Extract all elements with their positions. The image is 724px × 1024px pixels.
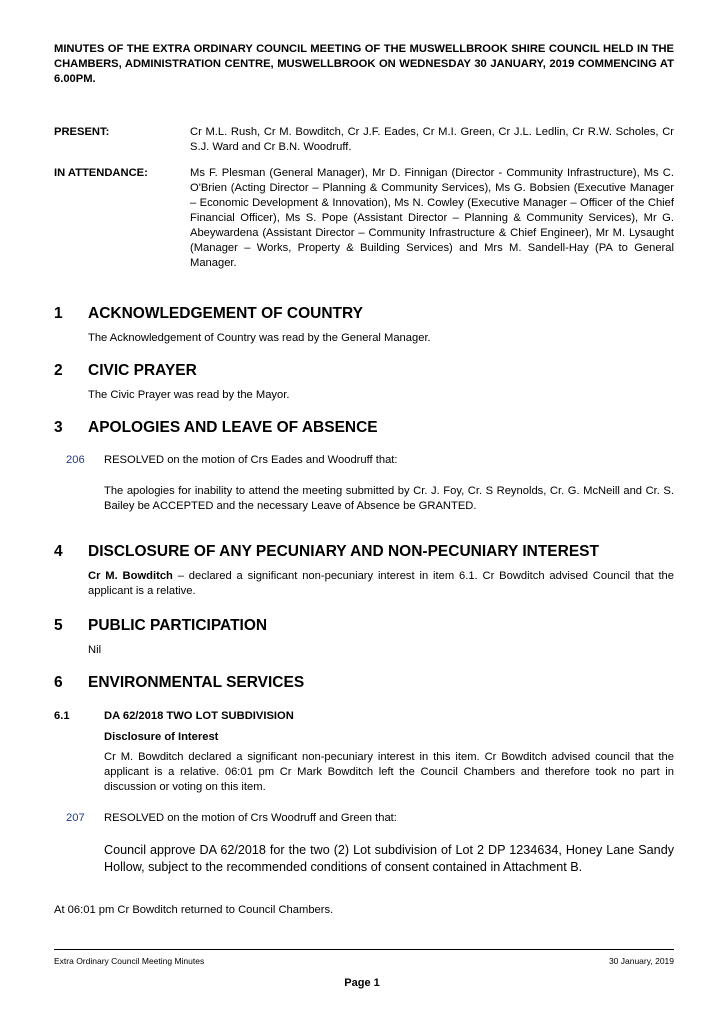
return-note: At 06:01 pm Cr Bowditch returned to Council Chambers. (54, 904, 334, 916)
footer-divider (54, 949, 674, 950)
section-4-number: 4 (54, 543, 63, 560)
section-1-number: 1 (54, 305, 63, 322)
section-3-number: 3 (54, 419, 63, 436)
section-5-heading: PUBLIC PARTICIPATION (88, 617, 268, 634)
disclosure-text: Cr M. Bowditch declared a significant non-pecuniary interest in this item. Cr Bowditch advised council that the applicant is a relative. 06:01 pm Cr Mark Bowditch left the Council Chambers and therefore took no part in discussion or voting on this item. (104, 751, 674, 793)
section-6-heading: ENVIRONMENTAL SERVICES (88, 674, 305, 691)
section-4-heading: DISCLOSURE OF ANY PECUNIARY AND NON-PECUNIARY INTEREST (88, 543, 599, 560)
resolution-206-number: 206 (66, 454, 85, 466)
page-number: Page 1 (344, 977, 380, 989)
resolution-207-number: 207 (66, 812, 85, 824)
resolution-207-motion: RESOLVED on the motion of Crs Woodruff and Green that: (104, 812, 397, 824)
section-2-text: The Civic Prayer was read by the Mayor. (88, 389, 290, 401)
section-5-text: Nil (88, 644, 102, 656)
section-1-text: The Acknowledgement of Country was read by the General Manager. (88, 332, 431, 344)
item-6-1-number: 6.1 (54, 710, 70, 722)
section-5-number: 5 (54, 617, 63, 634)
disclosure-heading: Disclosure of Interest (104, 731, 219, 743)
document-title: MINUTES OF THE EXTRA ORDINARY COUNCIL MEETING OF THE MUSWELLBROOK SHIRE COUNCIL HELD IN THE CHAMBERS, ADMINISTRATION CENTRE, MUSWELLBROOK ON WEDNESDAY 30 JANUARY, 2019 COMMENCING AT 6.00PM. (54, 43, 674, 86)
present-label: PRESENT: (54, 126, 110, 138)
section-4-text (88, 569, 674, 599)
resolution-206-motion: RESOLVED on the motion of Crs Eades and Woodruff that: (104, 454, 398, 466)
present-text: Cr M.L. Rush, Cr M. Bowditch, Cr J.F. Eades, Cr M.I. Green, Cr J.L. Ledlin, Cr R.W. Scholes, Cr S.J. Ward and Cr B.N. Woodruff. (190, 126, 674, 153)
declaration-text: – declared a significant non-pecuniary interest in item 6.1. Cr Bowditch advised Council that the applicant is a relative. (88, 570, 674, 597)
section-1-heading: ACKNOWLEDGEMENT OF COUNTRY (88, 305, 363, 322)
section-2-number: 2 (54, 362, 63, 379)
footer-document-name: Extra Ordinary Council Meeting Minutes (54, 956, 205, 966)
section-3-heading: APOLOGIES AND LEAVE OF ABSENCE (88, 419, 378, 436)
footer-date: 30 January, 2019 (608, 956, 674, 966)
section-2-heading: CIVIC PRAYER (88, 362, 197, 379)
councillor-name: Cr M. Bowditch (88, 570, 173, 582)
attendance-label: IN ATTENDANCE: (54, 167, 148, 179)
resolution-206-body: The apologies for inability to attend the meeting submitted by Cr. J. Foy, Cr. S Reynolds, Cr. G. McNeill and Cr. S. Bailey be ACCEPTED and the necessary Leave of Absence be GRANTED. (104, 485, 674, 512)
resolution-207-body: Council approve DA 62/2018 for the two (2) Lot subdivision of Lot 2 DP 1234634, Honey Lane Sandy Hollow, subject to the recommended conditions of consent contained in Attachment B. (104, 843, 674, 874)
item-6-1-title: DA 62/2018 TWO LOT SUBDIVISION (104, 710, 294, 722)
attendance-text: Ms F. Plesman (General Manager), Mr D. Finnigan (Director - Community Infrastructure), Ms C. O'Brien (Acting Director – Planning & Community Services), Ms G. Bobsien (Executive Manager – Economic Development & Innovation), Ms N. Cowley (Executive Manager – Officer of the Chief Financial Officer), Ms S. Pope (Assistant Director – Planning & Community Services), Mr G. Abeywardena (Assistant Director – Community Infrastructure & Chief Engineer), Mr M. Lysaught (Manager – Works, Property & Building Services) and Mrs M. Sandell-Hay (PA to General Manager. (190, 167, 674, 269)
section-6-number: 6 (54, 674, 63, 691)
